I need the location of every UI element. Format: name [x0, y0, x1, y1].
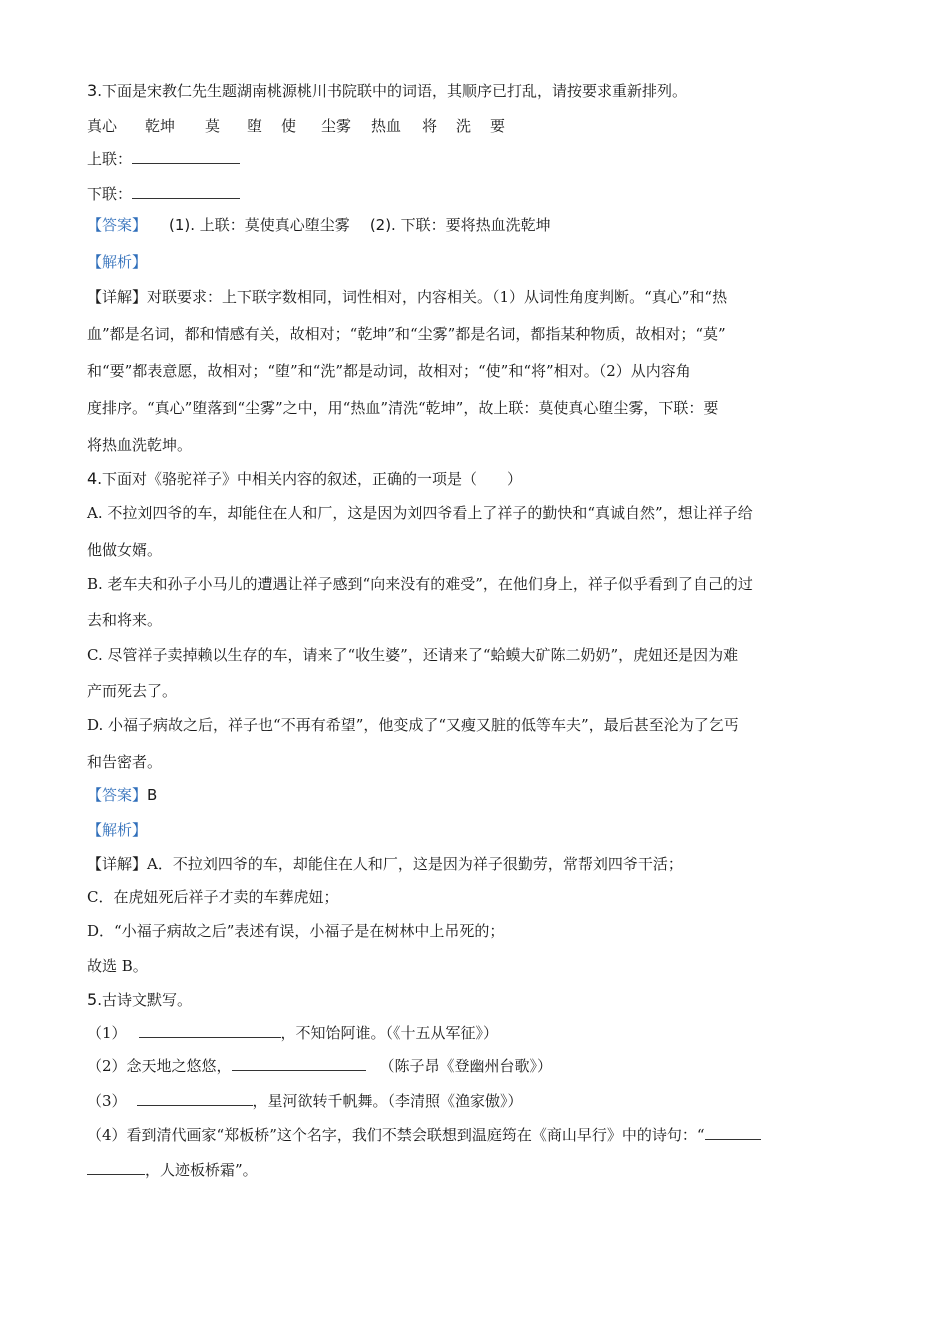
- q3-analysis-tag: 【解析】: [87, 253, 148, 271]
- q5-item-4-blank-b[interactable]: [87, 1159, 145, 1175]
- q5-stem: [87, 989, 192, 1011]
- q5-item-3-prefix: （3）: [87, 1092, 127, 1110]
- q5-item-1-prefix: （1）: [87, 1024, 127, 1042]
- q5-item-4-blank-a[interactable]: [705, 1124, 761, 1140]
- q4-stem: [87, 468, 522, 490]
- q5-item-4: [87, 1124, 761, 1146]
- q3-lower-label: 下联：: [87, 185, 133, 203]
- q4-answer-value: B: [147, 786, 158, 804]
- q4-conclusion: 故选 B。: [87, 957, 148, 975]
- q4-option-d: D. 小福子病故之后，祥子也“不再有希望”，他变成了“又瘦又脏的低等车夫”，最后甚至沦为了乞丐: [87, 716, 739, 734]
- q5-item-3-suffix: ，星河欲转千帆舞。（李清照《渔家傲》）: [252, 1092, 523, 1110]
- q3-word: 热血: [371, 117, 402, 135]
- q5-item-1-blank[interactable]: [139, 1022, 281, 1038]
- q3-detail-line: 血”都是名词，都和情感有关，故相对；“乾坤”和“尘雾”都是名词，都指某种物质，故相对；“莫”: [87, 325, 726, 343]
- q3-answer-1: (1). 上联：莫使真心堕尘雾: [169, 216, 350, 234]
- q3-upper-blank-line: [87, 148, 240, 170]
- q3-stem: [87, 80, 687, 102]
- q5-item-2-prefix: （2）念天地之悠悠，: [87, 1057, 232, 1075]
- q3-upper-blank[interactable]: [132, 148, 240, 164]
- q4-stem-text: .下面对《骆驼祥子》中相关内容的叙述，正确的一项是（ ）: [97, 470, 522, 488]
- q5-item-2: [87, 1055, 552, 1077]
- q4-number: 4: [87, 469, 98, 488]
- q3-word: 真心: [87, 117, 118, 135]
- q3-answer: [87, 214, 551, 236]
- q3-detail-line: [87, 286, 727, 308]
- q5-item-2-blank[interactable]: [232, 1055, 366, 1071]
- q5-item-3: [87, 1090, 523, 1112]
- q5-item-1: [87, 1022, 498, 1044]
- q4-option-a: A. 不拉刘四爷的车，却能住在人和厂，这是因为刘四爷看上了祥子的勤快和“真诚自然”，想让祥子给: [87, 504, 753, 522]
- q3-detail-line: 和“要”都表意愿，故相对；“堕”和“洗”都是动词，故相对；“使”和“将”相对。（2）从内容角: [87, 362, 691, 380]
- q4-detail-d: D．“小福子病故之后”表述有误，小福子是在树林中上吊死的；: [87, 922, 505, 940]
- answer-tag: 【答案】: [87, 786, 148, 804]
- detail-tag: 【详解】: [87, 855, 148, 873]
- q3-upper-label: 上联：: [87, 150, 133, 168]
- q4-detail-a: A．不拉刘四爷的车，却能住在人和厂，这是因为祥子很勤劳，常帮刘四爷干活；: [147, 855, 683, 873]
- q5-stem-text: .古诗文默写。: [97, 991, 192, 1009]
- q3-detail-line: 度排序。“真心”堕落到“尘雾”之中，用“热血”清洗“乾坤”，故上联：莫使真心堕尘雾，下联：要: [87, 399, 719, 417]
- q5-item-4-text: （4）看到清代画家“郑板桥”这个名字，我们不禁会联想到温庭筠在《商山早行》中的诗句：“: [87, 1126, 705, 1144]
- q5-number: 5: [87, 990, 98, 1009]
- q4-option-c: C. 尽管祥子卖掉赖以生存的车，请来了“收生婆”，还请来了“蛤蟆大矿陈二奶奶”，虎妞还是因为难: [87, 646, 739, 664]
- q3-word: 要: [490, 117, 506, 135]
- q4-option-c-cont: 产而死去了。: [87, 682, 178, 700]
- q3-word: 使: [281, 117, 297, 135]
- q4-analysis-tag: 【解析】: [87, 821, 148, 839]
- q5-item-1-suffix: ，不知饴阿谁。（《十五从军征》）: [280, 1024, 499, 1042]
- q3-word: 尘雾: [321, 117, 352, 135]
- q3-lower-blank-line: [87, 183, 240, 205]
- q4-option-a-cont: 他做女婿。: [87, 541, 163, 559]
- q5-item-2-suffix: （陈子昂《登幽州台歌》）: [379, 1057, 553, 1075]
- q3-lower-blank[interactable]: [132, 183, 240, 199]
- q3-detail-text: 对联要求：上下联字数相同，词性相对，内容相关。（1）从词性角度判断。“真心”和“热: [147, 288, 728, 306]
- q5-item-4-cont: [87, 1159, 258, 1181]
- q3-word: 乾坤: [145, 117, 176, 135]
- detail-tag: 【详解】: [87, 288, 148, 306]
- q3-number: 3: [87, 81, 98, 100]
- q3-word: 洗: [456, 117, 472, 135]
- q4-option-d-cont: 和告密者。: [87, 753, 163, 771]
- q3-detail-line: 将热血洗乾坤。: [87, 436, 193, 454]
- q3-stem-text: .下面是宋教仁先生题湖南桃源桃川书院联中的词语，其顺序已打乱，请按要求重新排列。: [97, 82, 687, 100]
- q5-item-3-blank[interactable]: [137, 1090, 253, 1106]
- q3-word: 堕: [247, 117, 263, 135]
- q4-option-b: B. 老车夫和孙子小马儿的遭遇让祥子感到“向来没有的难受”，在他们身上，祥子似乎看到了自己的过: [87, 575, 753, 593]
- q3-answer-2: (2). 下联：要将热血洗乾坤: [369, 216, 551, 234]
- q4-option-b-cont: 去和将来。: [87, 611, 163, 629]
- answer-tag: 【答案】: [87, 216, 148, 234]
- q4-answer: [87, 784, 157, 806]
- q3-word: 莫: [205, 117, 221, 135]
- q4-detail-line: [87, 853, 683, 875]
- q4-detail-c: C．在虎妞死后祥子才卖的车葬虎妞；: [87, 888, 339, 906]
- q5-item-4-suffix: ，人迹板桥霜”。: [145, 1161, 258, 1179]
- q3-word: 将: [422, 117, 438, 135]
